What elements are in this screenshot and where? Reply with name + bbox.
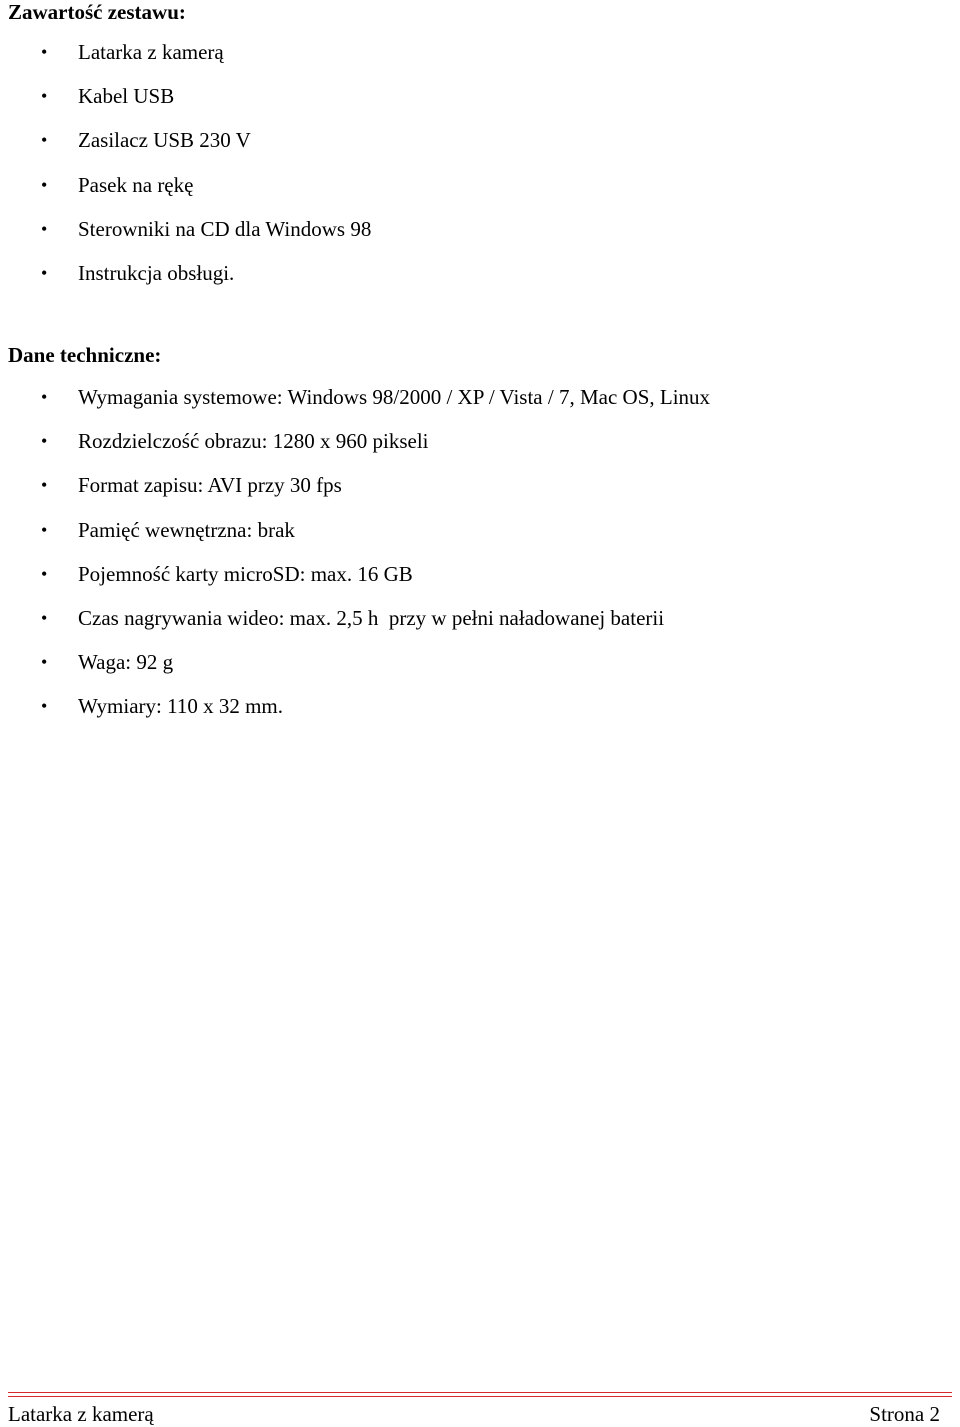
list-item [0, 261, 371, 305]
bullet-icon: • [41, 607, 48, 628]
list-item-text: Pojemność karty microSD: max. 16 GB [78, 561, 413, 586]
list-item [0, 606, 710, 650]
list-item [0, 40, 371, 84]
bullet-icon: • [41, 174, 48, 195]
list-item-text: Waga: 92 g [78, 650, 174, 675]
bullet-icon: • [41, 387, 48, 407]
footer-title: Latarka z kamerą [8, 1402, 154, 1426]
page-number: Strona 2 [869, 1402, 940, 1426]
bullet-icon: • [41, 475, 48, 496]
bullet-icon: • [41, 652, 48, 673]
list-item [0, 429, 710, 473]
specs-heading: Dane techniczne: [8, 343, 162, 367]
bullet-icon: • [41, 218, 48, 239]
list-item [0, 518, 710, 562]
specs-list [0, 385, 710, 739]
bullet-icon: • [41, 130, 48, 151]
list-item [0, 650, 710, 694]
bullet-icon: • [41, 519, 48, 540]
list-item-text: Wymagania systemowe: Windows 98/2000 / XP / Vista / 7, Mac OS, Linux [78, 385, 711, 409]
list-item [0, 217, 371, 261]
list-item [0, 84, 371, 128]
list-item-text: Latarka z kamerą [78, 40, 224, 64]
bullet-icon: • [41, 563, 48, 584]
footer-rule [8, 1392, 952, 1393]
list-item-text: Instrukcja obsługi. [78, 260, 235, 285]
kit-list [0, 40, 371, 305]
list-item-text: Kabel USB [78, 84, 175, 109]
list-item-text: Sterowniki na CD dla Windows 98 [78, 216, 372, 241]
bullet-icon: • [41, 42, 48, 62]
bullet-icon: • [41, 86, 48, 107]
kit-heading: Zawartość zestawu: [8, 0, 186, 24]
list-item [0, 473, 710, 517]
list-item-text: Wymiary: 110 x 32 mm. [78, 694, 284, 719]
list-item-text: Czas nagrywania wideo: max. 2,5 h przy w pełni naładowanej baterii [78, 605, 665, 630]
list-item-text: Pasek na rękę [78, 172, 194, 197]
list-item-text: Format zapisu: AVI przy 30 fps [78, 473, 342, 498]
list-item [0, 385, 710, 429]
list-item-text: Pamięć wewnętrzna: brak [78, 517, 295, 542]
list-item [0, 128, 371, 172]
bullet-icon: • [41, 431, 48, 452]
footer-rule-thin [8, 1396, 952, 1397]
bullet-icon: • [41, 262, 48, 283]
list-item-text: Rozdzielczość obrazu: 1280 x 960 pikseli [78, 429, 429, 454]
list-item [0, 173, 371, 217]
bullet-icon: • [41, 696, 48, 717]
list-item-text: Zasilacz USB 230 V [78, 128, 251, 153]
list-item [0, 694, 710, 738]
list-item [0, 562, 710, 606]
